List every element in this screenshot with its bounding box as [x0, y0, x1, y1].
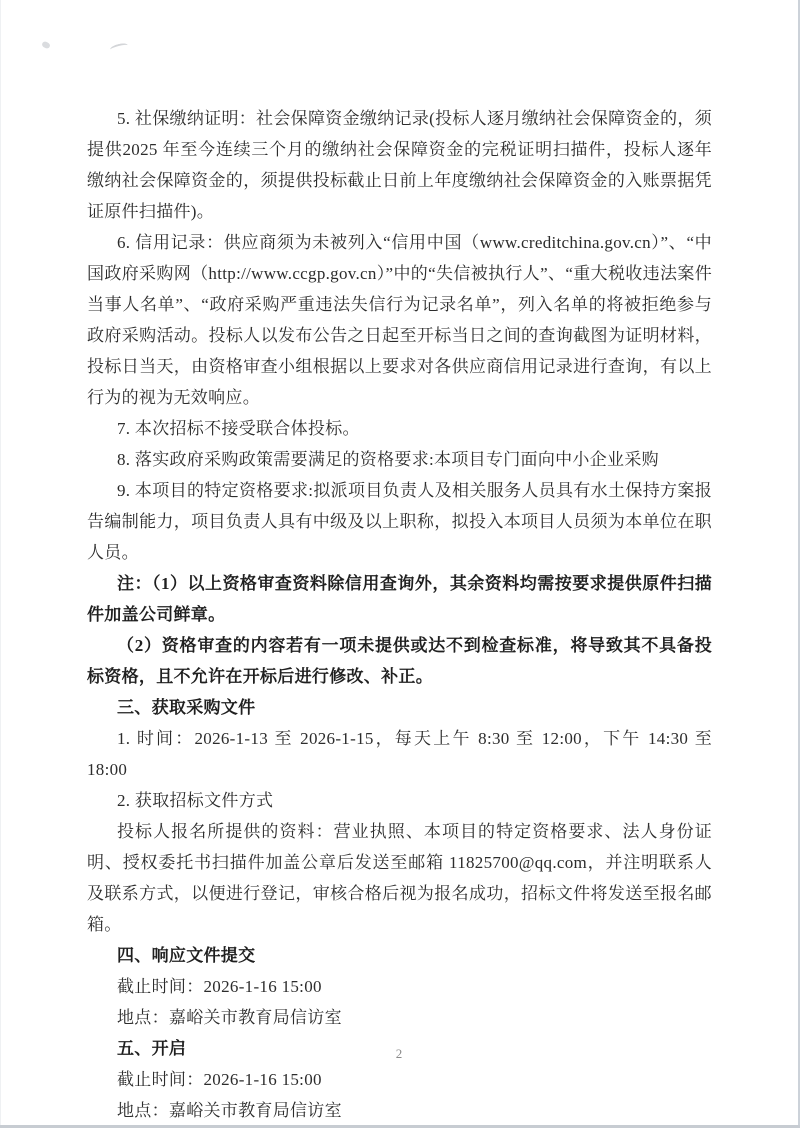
clause-7-no-consortium: 7. 本次招标不接受联合体投标。: [117, 419, 360, 438]
scan-artifact-corner: [41, 41, 51, 50]
note-2: （2）资格审查的内容若有一项未提供或达不到检查标准，将导致其不具备投标资格，且不允许在开标后进行修改、补正。: [87, 636, 712, 686]
submission-location: 地点：嘉峪关市教育局信访室: [117, 1008, 342, 1027]
section-3-heading: 三、获取采购文件: [117, 698, 256, 717]
section-5-heading: 五、开启: [117, 1039, 187, 1058]
submission-deadline: 截止时间：2026-1-16 15:00: [117, 977, 322, 996]
item-time: 1. 时间：2026-1-13 至 2026-1-15，每天上午 8:30 至 12:00，下午 14:30 至 18:00: [87, 729, 712, 779]
opening-location: 地点：嘉峪关市教育局信访室: [117, 1101, 342, 1120]
scan-edge-left: [0, 0, 1, 1128]
clause-5-social-insurance: 5. 社保缴纳证明：社会保障资金缴纳记录(投标人逐月缴纳社会保障资金的，须提供2025 年至今连续三个月的缴纳社会保障资金的完税证明扫描件，投标人逐年缴纳社会保障资金的，须提供投标截止日前上年度缴纳社会保障资金的入账票据凭证原件扫描件)。: [87, 109, 712, 221]
clause-9-specific-qualification: 9. 本项目的特定资格要求:拟派项目负责人及相关服务人员具有水土保持方案报告编制能力，项目负责人具有中级及以上职称，拟投入本项目人员须为本单位在职人员。: [87, 481, 712, 562]
clause-6-credit-record: 6. 信用记录：供应商须为未被列入“信用中国（www.creditchina.gov.cn）”、“中国政府采购网（http://www.ccgp.gov.cn）”中的“失信被执行人”、“重大税收违法案件当事人名单”、“政府采购严重违法失信行为记录名单”，列入名单的将被拒绝参与政府采购活动。投标人以发布公告之日起至开标当日之间的查询截图为证明材料，投标日当天，由资格审查小组根据以上要求对各供应商信用记录进行查询，有以上行为的视为无效响应。: [87, 233, 712, 407]
scan-artifact-squiggle: [109, 42, 128, 53]
opening-deadline: 截止时间：2026-1-16 15:00: [117, 1070, 322, 1089]
item-method: 2. 获取招标文件方式: [117, 791, 274, 810]
document-body: [87, 103, 712, 1126]
para-registration: 投标人报名所提供的资料：营业执照、本项目的特定资格要求、法人身份证明、授权委托书扫描件加盖公章后发送至邮箱 11825700@qq.com，并注明联系人及联系方式，以便进行登记，审核合格后视为报名成功，招标文件将发送至报名邮箱。: [87, 822, 712, 934]
page-number: 2: [395, 1046, 403, 1061]
clause-8-policy: 8. 落实政府采购政策需要满足的资格要求:本项目专门面向中小企业采购: [117, 450, 659, 469]
section-4-heading: 四、响应文件提交: [117, 946, 256, 965]
note-1: 注：（1）以上资格审查资料除信用查询外，其余资料均需按要求提供原件扫描件加盖公司鲜章。: [87, 574, 712, 624]
